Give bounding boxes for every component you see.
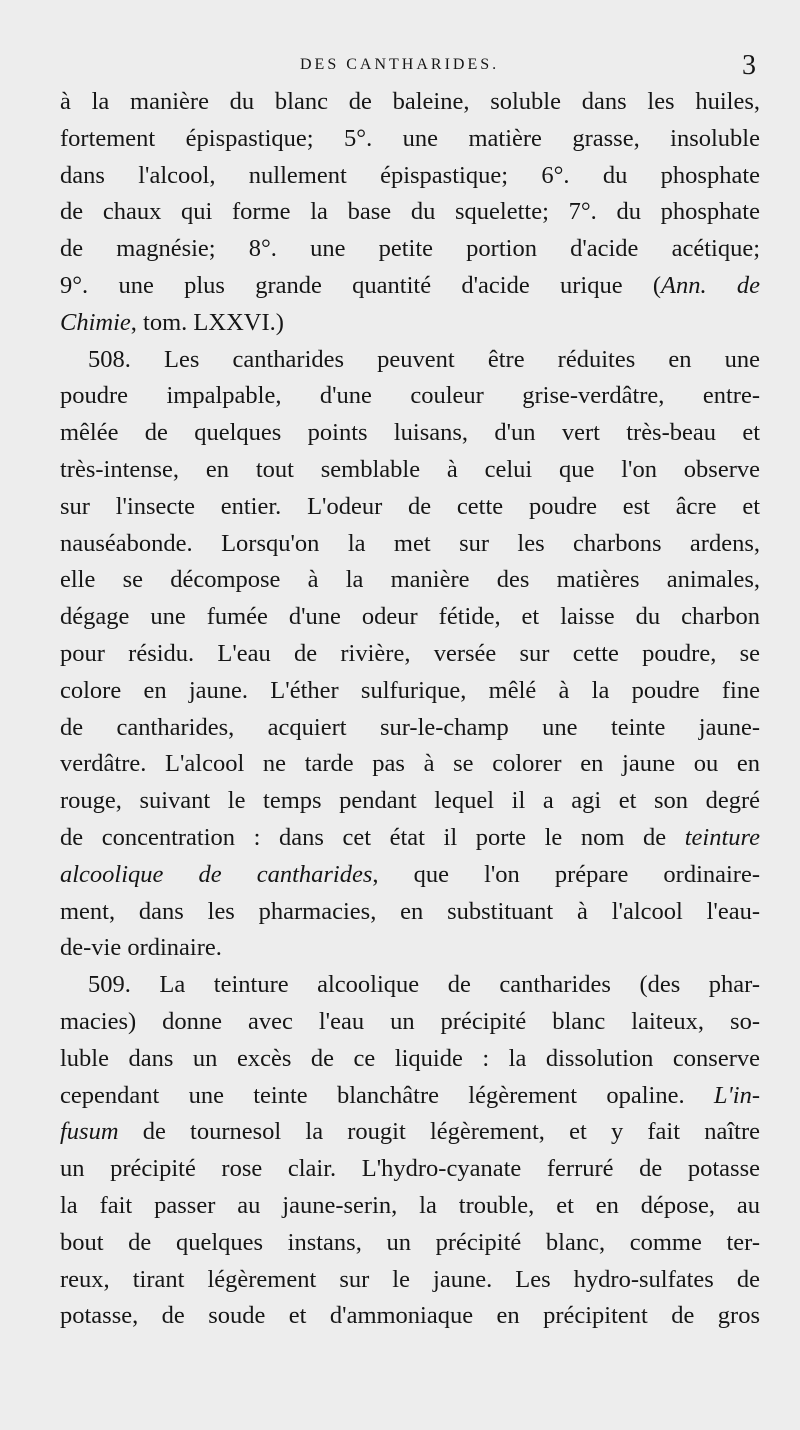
text-line: poudre impalpable, d'une couleur grise-verdâtre, entre- [60, 382, 760, 410]
text-line: 9°. une plus grande quantité d'acide urique (Ann. de [60, 271, 760, 299]
italic-text: Ann. de [661, 271, 760, 299]
text-line: fusum de tournesol la rougit légèrement, et y fait naître [60, 1118, 760, 1146]
italic-text: L'in- [713, 1081, 760, 1109]
text-line: cependant une teinte blanchâtre légèrement opaline. L'in- [60, 1081, 760, 1109]
text-line: bout de quelques instans, un précipité blanc, comme ter- [60, 1228, 760, 1256]
text-line: 509. La teinture alcoolique de cantharides (des phar- [88, 971, 760, 999]
text-line: pour résidu. L'eau de rivière, versée sur cette poudre, se [60, 639, 760, 667]
text-line: très-intense, en tout semblable à celui que l'on observe [60, 455, 760, 483]
text-line: de chaux qui forme la base du squelette; 7°. du phosphate [60, 198, 760, 226]
italic-text: alcoolique de cantharides [60, 860, 373, 888]
text-line: potasse, de soude et d'ammoniaque en précipitent de gros [60, 1302, 760, 1330]
text-line: elle se décompose à la manière des matières animales, [60, 566, 760, 594]
page-number: 3 [742, 50, 756, 81]
italic-text: fusum [60, 1118, 119, 1146]
text-line: luble dans un excès de ce liquide : la dissolution conserve [60, 1044, 760, 1072]
text-line: colore en jaune. L'éther sulfurique, mêlé à la poudre fine [60, 676, 760, 704]
text-line: fortement épispastique; 5°. une matière grasse, insoluble [60, 124, 760, 152]
text-line: Chimie, tom. LXXVI.) [60, 308, 284, 336]
text-line: sur l'insecte entier. L'odeur de cette poudre est âcre et [60, 492, 760, 520]
body-text [60, 84, 760, 1335]
text-line: dans l'alcool, nullement épispastique; 6°. du phosphate [60, 161, 760, 189]
text-line: un précipité rose clair. L'hydro-cyanate ferruré de potasse [60, 1155, 760, 1183]
text-line: alcoolique de cantharides, que l'on prépare ordinaire- [60, 860, 760, 888]
text-line: mêlée de quelques points luisans, d'un vert très-beau et [60, 419, 760, 447]
text-line: la fait passer au jaune-serin, la trouble, et en dépose, au [60, 1191, 760, 1219]
text-line: de-vie ordinaire. [60, 934, 222, 962]
text-line: verdâtre. L'alcool ne tarde pas à se colorer en jaune ou en [60, 750, 760, 778]
text-line: de magnésie; 8°. une petite portion d'acide acétique; [60, 235, 760, 263]
text-line: ment, dans les pharmacies, en substituant à l'alcool l'eau- [60, 897, 760, 925]
text-line: à la manière du blanc de baleine, soluble dans les huiles, [60, 88, 760, 115]
text-line: nauséabonde. Lorsqu'on la met sur les charbons ardens, [60, 529, 760, 557]
text-line: rouge, suivant le temps pendant lequel il a agi et son degré [60, 787, 760, 815]
text-line: 508. Les cantharides peuvent être réduites en une [88, 345, 760, 373]
italic-text: teinture [684, 823, 760, 851]
running-title: DES CANTHARIDES. [300, 56, 500, 73]
italic-text: Chimie [60, 308, 131, 336]
text-line: de concentration : dans cet état il porte le nom de teinture [60, 823, 760, 851]
roman-numeral: LXXVI [193, 308, 270, 336]
text-line: de cantharides, acquiert sur-le-champ une teinte jaune- [60, 713, 760, 741]
text-line: reux, tirant légèrement sur le jaune. Les hydro-sulfates de [60, 1265, 760, 1293]
running-header [0, 50, 800, 86]
text-line: dégage une fumée d'une odeur fétide, et laisse du charbon [60, 603, 760, 631]
text-line: macies) donne avec l'eau un précipité blanc laiteux, so- [60, 1007, 760, 1035]
